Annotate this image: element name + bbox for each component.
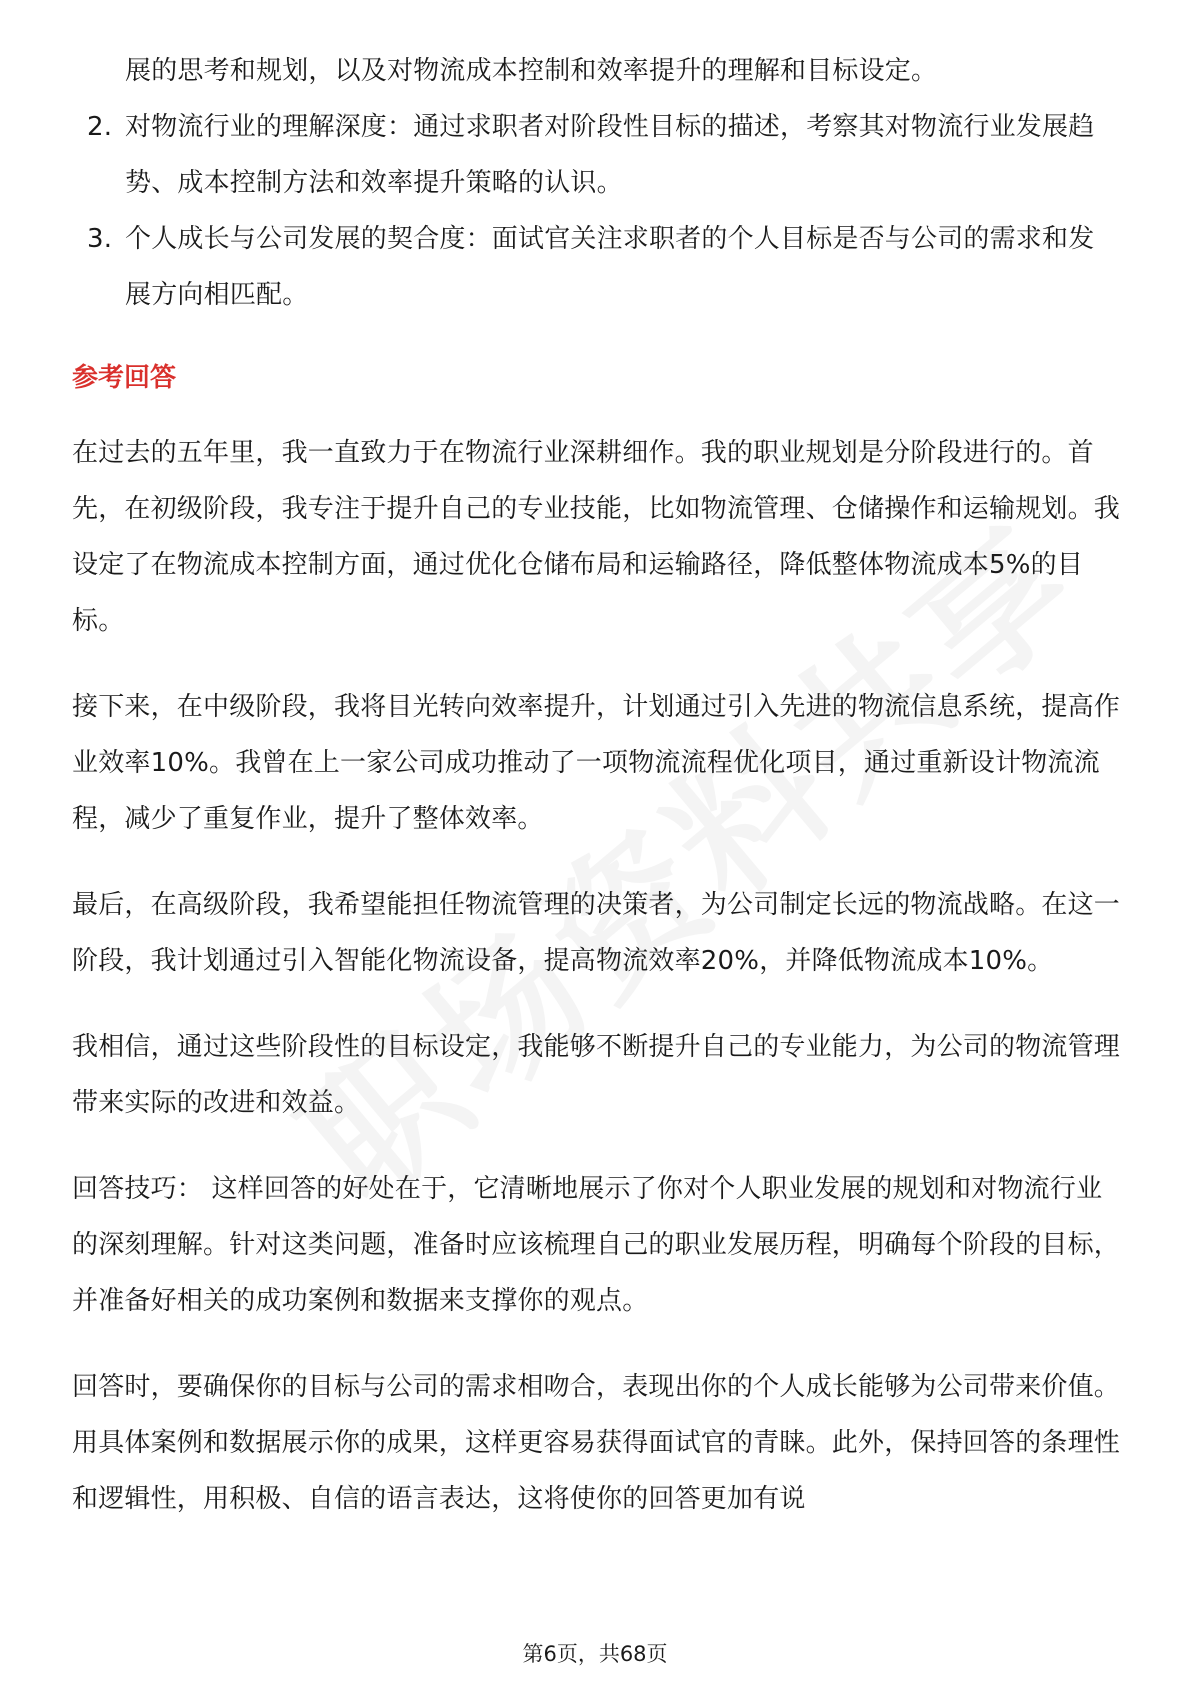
list-item-number: 2. [87, 112, 113, 142]
list-item-text: 个人成长与公司发展的契合度：面试官关注求职者的个人目标是否与公司的需求和发展方向相匹配。 [125, 224, 1095, 310]
section-title: 参考回答 [72, 363, 177, 393]
paragraph: 接下来，在中级阶段，我将目光转向效率提升，计划通过引入先进的物流信息系统，提高作业效率10%。我曾在上一家公司成功推动了一项物流流程优化项目，通过重新设计物流流程，减少了重复作业，提升了整体效率。 [72, 692, 1121, 834]
list-item [0, 211, 1115, 323]
paragraph: 我相信，通过这些阶段性的目标设定，我能够不断提升自己的专业能力，为公司的物流管理带来实际的改进和效益。 [72, 1032, 1121, 1118]
answer-body [72, 425, 1122, 1557]
criteria-list [0, 99, 1190, 323]
list-item-text: 对物流行业的理解深度：通过求职者对阶段性目标的描述，考察其对物流行业发展趋势、成本控制方法和效率提升策略的认识。 [125, 112, 1095, 198]
paragraph: 回答时，要确保你的目标与公司的需求相吻合，表现出你的个人成长能够为公司带来价值。用具体案例和数据展示你的成果，这样更容易获得面试官的青睐。此外，保持回答的条理性和逻辑性，用积极、自信的语言表达，这将使你的回答更加有说 [72, 1372, 1121, 1514]
list-item [0, 99, 1115, 211]
page-number-footer: 第6页，共68页 [522, 1642, 668, 1666]
paragraph: 在过去的五年里，我一直致力于在物流行业深耕细作。我的职业规划是分阶段进行的。首先，在初级阶段，我专注于提升自己的专业技能，比如物流管理、仓储操作和运输规划。我设定了在物流成本控制方面，通过优化仓储布局和运输路径，降低整体物流成本5%的目标。 [72, 438, 1121, 636]
paragraph: 最后，在高级阶段，我希望能担任物流管理的决策者，为公司制定长远的物流战略。在这一阶段，我计划通过引入智能化物流设备，提高物流效率20%，并降低物流成本10%。 [72, 890, 1121, 976]
list-item-number: 3. [87, 224, 113, 254]
list-item-continuation: 展的思考和规划，以及对物流成本控制和效率提升的理解和目标设定。 [125, 56, 938, 86]
paragraph-tips: 回答技巧： 这样回答的好处在于，它清晰地展示了你对个人职业发展的规划和对物流行业的深刻理解。针对这类问题，准备时应该梳理自己的职业发展历程，明确每个阶段的目标，并准备好相关的成功案例和数据来支撑你的观点。 [72, 1174, 1121, 1316]
